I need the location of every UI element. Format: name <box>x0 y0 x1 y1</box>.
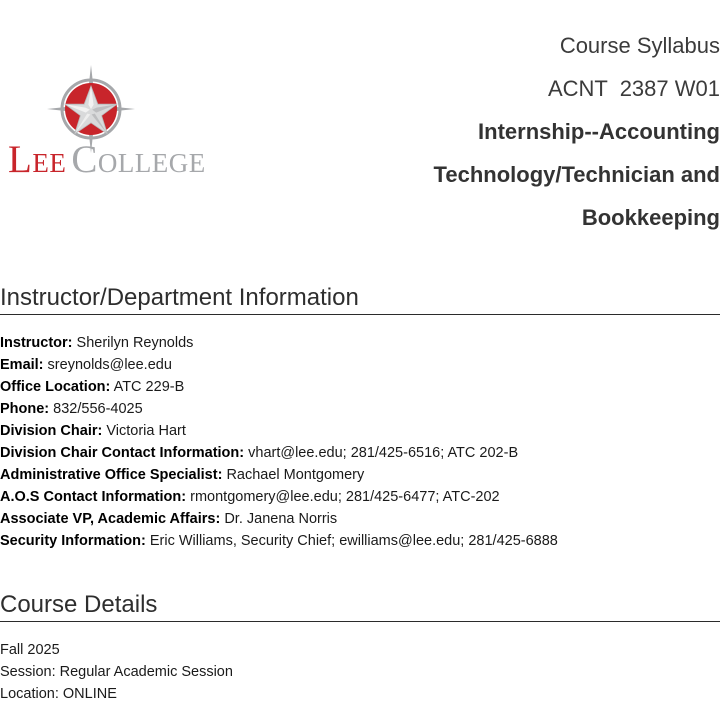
title-line-course-name-1: Internship--Accounting <box>478 119 720 144</box>
value-email[interactable]: sreynolds@lee.edu <box>47 357 172 373</box>
label-instructor: Instructor: <box>0 335 73 351</box>
wordmark-lee: Lee <box>8 138 67 181</box>
label-office-location: Office Location: <box>0 379 111 395</box>
info-row-division-chair <box>0 420 720 442</box>
label-administrative-office-specialist: Administrative Office Specialist: <box>0 467 223 483</box>
value-phone: 832/556-4025 <box>53 401 143 417</box>
info-row-administrative-office-specialist <box>0 464 720 486</box>
detail-row-location: Location: ONLINE <box>0 686 117 702</box>
title-line-course-name-2: Technology/Technician and <box>433 162 720 187</box>
info-row-instructor <box>0 332 720 354</box>
course-details-title: Course Details <box>0 591 720 622</box>
course-details-list <box>0 622 720 705</box>
value-associate-vp-academic-affairs: Dr. Janena Norris <box>224 511 338 527</box>
syllabus-title <box>20 24 720 239</box>
info-row-phone <box>0 398 720 420</box>
title-line-course-syllabus: Course Syllabus <box>559 33 720 58</box>
page-title: Instructor/Department Information <box>0 284 720 315</box>
section-instructor-department-information <box>0 284 720 552</box>
info-row-division-chair-contact <box>0 442 720 464</box>
info-row-office-location <box>0 376 720 398</box>
title-line-course-name-3: Bookkeeping <box>581 205 720 230</box>
info-row-security-information <box>0 530 720 552</box>
value-aos-contact[interactable]: rmontgomery@lee.edu; 281/425-6477; ATC-202 <box>190 489 500 505</box>
info-row-email <box>0 354 720 376</box>
label-email: Email: <box>0 357 44 373</box>
section-course-details <box>0 591 720 705</box>
value-instructor: Sherilyn Reynolds <box>76 335 194 351</box>
title-line-course-code: ACNT 2387 W01 <box>547 76 720 101</box>
label-aos-contact: A.O.S Contact Information: <box>0 489 187 505</box>
info-row-associate-vp-academic-affairs <box>0 508 720 530</box>
label-associate-vp-academic-affairs: Associate VP, Academic Affairs: <box>0 511 221 527</box>
page-header <box>0 0 720 258</box>
value-office-location: ATC 229-B <box>113 379 185 395</box>
detail-row-session: Session: Regular Academic Session <box>0 664 233 680</box>
label-phone: Phone: <box>0 401 50 417</box>
instructor-info-list <box>0 315 720 552</box>
value-security-information[interactable]: Eric Williams, Security Chief; ewilliams@lee.edu; 281/425-6888 <box>149 533 558 549</box>
label-security-information: Security Information: <box>0 533 146 549</box>
label-division-chair: Division Chair: <box>0 423 103 439</box>
value-division-chair-contact[interactable]: vhart@lee.edu; 281/425-6516; ATC 202-B <box>248 445 519 461</box>
value-administrative-office-specialist: Rachael Montgomery <box>226 467 365 483</box>
label-division-chair-contact: Division Chair Contact Information: <box>0 445 245 461</box>
wordmark-college: College <box>71 138 206 181</box>
value-division-chair: Victoria Hart <box>106 423 186 439</box>
info-row-aos-contact <box>0 486 720 508</box>
detail-row-term: Fall 2025 <box>0 642 60 658</box>
